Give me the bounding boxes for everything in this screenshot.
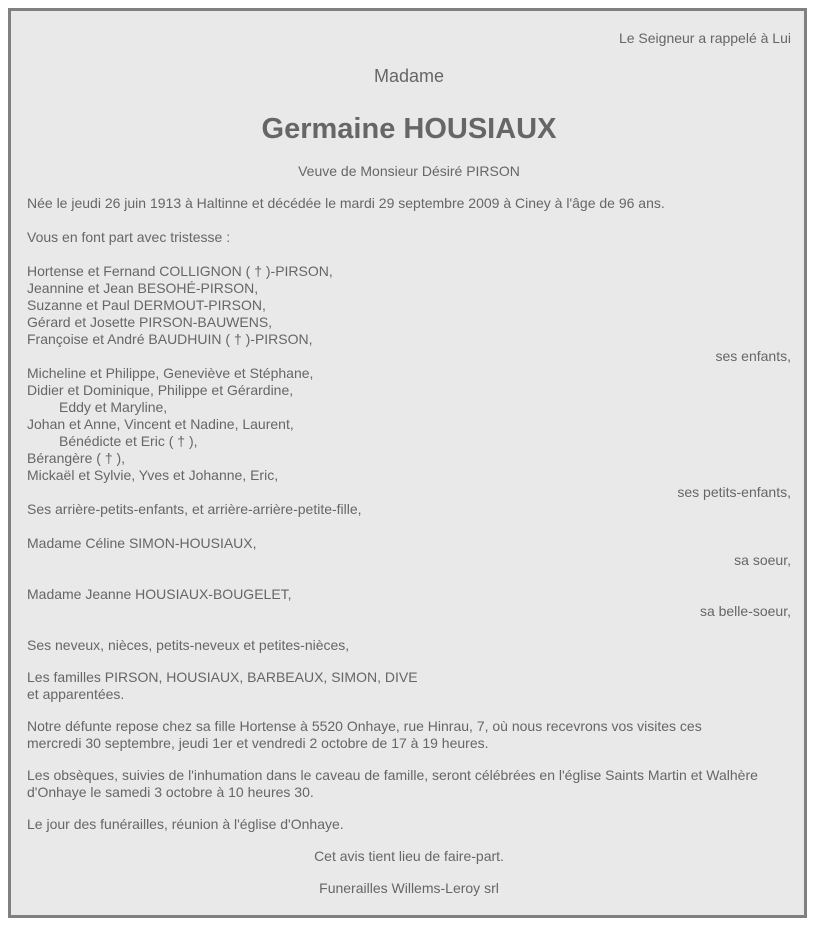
visitation-line: Notre défunte repose chez sa fille Hortense à 5520 Onhaye, rue Hinrau, 7, où nous recevrons vos visites ces <box>27 718 702 734</box>
grandchildren-role: ses petits-enfants, <box>677 484 791 500</box>
funeral-line: d'Onhaye le samedi 3 octobre à 10 heures 30. <box>27 784 314 800</box>
sister-name: Madame Céline SIMON-HOUSIAUX, <box>27 535 257 551</box>
families-line: Les familles PIRSON, HOUSIAUX, BARBEAUX, SIMON, DIVE <box>27 669 418 685</box>
children-role: ses enfants, <box>715 348 791 364</box>
widow-of: Veuve de Monsieur Désiré PIRSON <box>298 163 520 179</box>
child-line: Hortense et Fernand COLLIGNON ( † )-PIRSON, <box>27 263 333 279</box>
deceased-name: Germaine HOUSIAUX <box>261 113 557 145</box>
grandchild-line: Johan et Anne, Vincent et Nadine, Laurent, <box>27 416 294 432</box>
grandchild-line: Micheline et Philippe, Geneviève et Stéphane, <box>27 365 314 381</box>
child-line: Jeannine et Jean BESOHÉ-PIRSON, <box>27 280 259 296</box>
child-line: Françoise et André BAUDHUIN ( † )-PIRSON, <box>27 331 313 347</box>
epigraph: Le Seigneur a rappelé à Lui <box>618 30 791 46</box>
funeral-home: Funerailles Willems-Leroy srl <box>319 880 499 896</box>
title-prefix: Madame <box>373 66 445 86</box>
birth-death: Née le jeudi 26 juin 1913 à Haltinne et décédée le mardi 29 septembre 2009 à Ciney à l'âge de 96 ans. <box>27 195 665 211</box>
families-line: et apparentées. <box>27 686 125 702</box>
obituary-card <box>8 8 807 918</box>
visitation-line: mercredi 30 septembre, jeudi 1er et vendredi 2 octobre de 17 à 19 heures. <box>27 735 489 751</box>
grandchild-line: Bénédicte et Eric ( † ), <box>59 433 198 449</box>
grandchild-line: Didier et Dominique, Philippe et Gérardine, <box>27 382 294 398</box>
notice: Cet avis tient lieu de faire-part. <box>314 848 504 864</box>
sister-role: sa soeur, <box>734 552 791 568</box>
announcement: Vous en font part avec tristesse : <box>27 229 231 245</box>
funeral-line: Les obsèques, suivies de l'inhumation dans le caveau de famille, seront célébrées en l'église Saints Martin et Walhère <box>27 767 758 783</box>
sister-in-law-role: sa belle-soeur, <box>699 603 791 619</box>
child-line: Suzanne et Paul DERMOUT-PIRSON, <box>27 297 266 313</box>
child-line: Gérard et Josette PIRSON-BAUWENS, <box>27 314 273 330</box>
sister-in-law-name: Madame Jeanne HOUSIAUX-BOUGELET, <box>27 586 292 602</box>
reunion: Le jour des funérailles, réunion à l'église d'Onhaye. <box>27 816 344 832</box>
nephews-nieces: Ses neveux, nièces, petits-neveux et petites-nièces, <box>27 637 350 653</box>
grandchild-line: Mickaël et Sylvie, Yves et Johanne, Eric, <box>27 467 279 483</box>
obituary-content <box>27 11 791 897</box>
great-grandchildren: Ses arrière-petits-enfants, et arrière-arrière-petite-fille, <box>27 501 362 517</box>
grandchild-line: Eddy et Maryline, <box>59 399 168 415</box>
grandchild-line: Bérangère ( † ), <box>27 450 126 466</box>
